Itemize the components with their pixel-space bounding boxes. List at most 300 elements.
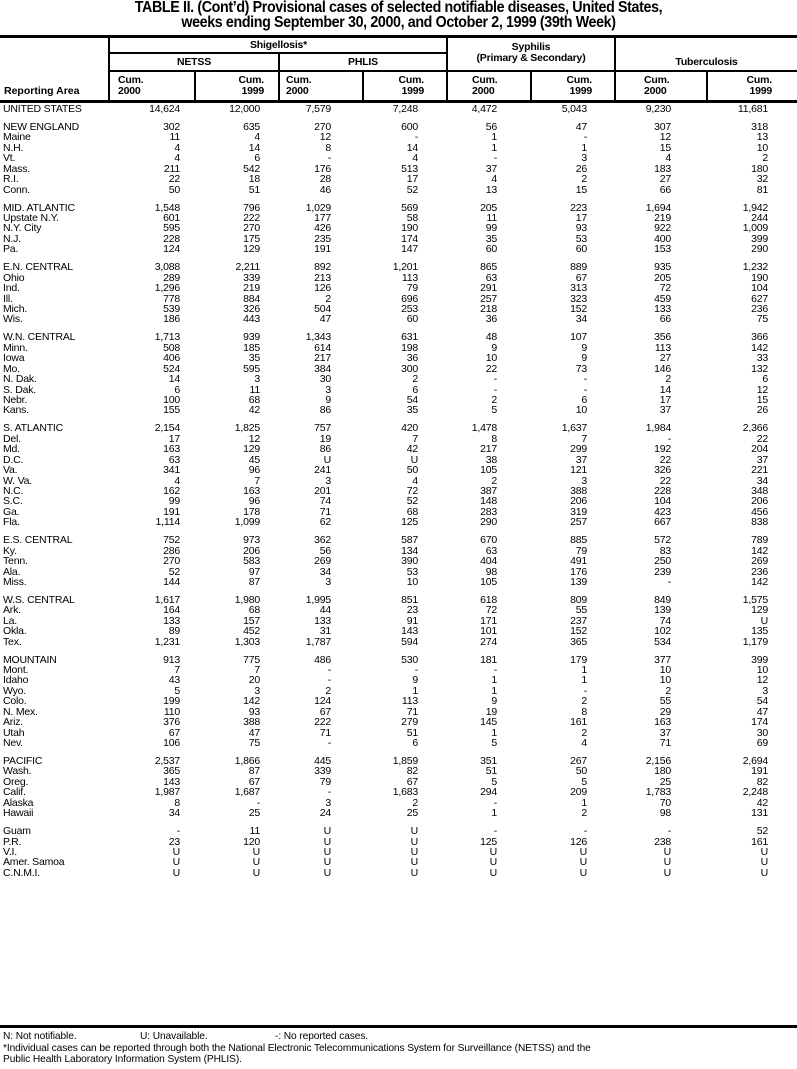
value-cell: 587 — [401, 534, 418, 547]
value-cell: 142 — [751, 575, 768, 588]
value-cell: 19 — [485, 705, 497, 718]
value-cell: 290 — [480, 516, 497, 529]
value-cell: 63 — [485, 544, 497, 557]
value-cell: 1,942 — [742, 201, 768, 214]
reporting-area-cell: Okla. — [3, 625, 27, 638]
table-row — [0, 405, 797, 415]
value-cell: 96 — [248, 495, 260, 508]
value-cell: 191 — [751, 765, 768, 778]
value-cell: 100 — [163, 393, 180, 406]
value-cell: 9 — [412, 674, 418, 687]
value-cell: 299 — [570, 443, 587, 456]
legend-not-notifiable: N: Not notifiable. — [3, 1031, 77, 1042]
value-cell: 388 — [570, 484, 587, 497]
value-cell: 286 — [163, 544, 180, 557]
value-cell: 91 — [406, 614, 418, 627]
value-cell: 2 — [665, 373, 671, 386]
value-cell: 176 — [570, 565, 587, 578]
value-cell: 228 — [654, 484, 671, 497]
value-cell: 504 — [314, 302, 331, 315]
value-cell: 132 — [751, 362, 768, 375]
value-cell: 86 — [319, 404, 331, 417]
value-cell: 145 — [480, 716, 497, 729]
value-cell: 126 — [570, 835, 587, 848]
value-cell: 257 — [480, 292, 497, 305]
value-cell: 365 — [163, 765, 180, 778]
value-cell: 222 — [314, 716, 331, 729]
value-cell: 238 — [654, 835, 671, 848]
value-cell: 68 — [406, 505, 418, 518]
value-cell: 1,232 — [742, 261, 768, 274]
table-row — [0, 203, 797, 213]
value-cell: 356 — [654, 331, 671, 344]
value-cell: 1,859 — [392, 755, 418, 767]
value-cell: 1 — [581, 674, 587, 687]
value-cell: 2 — [581, 695, 587, 708]
value-cell: 313 — [570, 282, 587, 295]
value-cell: 66 — [659, 183, 671, 196]
value-cell: 387 — [480, 484, 497, 497]
value-cell: 326 — [243, 302, 260, 315]
value-cell: U — [252, 846, 260, 858]
reporting-area-cell: Ky. — [3, 544, 17, 557]
header-syphilis-line1: Syphilis — [511, 41, 551, 53]
value-cell: 60 — [575, 243, 587, 256]
value-cell: 341 — [163, 464, 180, 477]
value-cell: 101 — [480, 625, 497, 638]
value-cell: 6 — [581, 393, 587, 406]
reporting-area-cell: Minn. — [3, 341, 28, 354]
reporting-area-cell: Kans. — [3, 404, 29, 417]
value-cell: 7 — [581, 432, 587, 445]
value-cell: 399 — [751, 653, 768, 666]
value-cell: 12 — [319, 131, 331, 144]
value-cell: 75 — [756, 313, 768, 326]
table-row — [0, 122, 797, 132]
value-cell: 34 — [168, 807, 180, 820]
value-cell: 175 — [243, 232, 260, 245]
table-row — [0, 476, 797, 486]
value-cell: 125 — [401, 516, 418, 529]
value-cell: 1,029 — [305, 201, 331, 214]
value-cell: 1 — [491, 674, 497, 687]
value-cell: 838 — [751, 516, 768, 529]
value-cell: U — [489, 846, 497, 858]
value-cell: 300 — [401, 362, 418, 375]
reporting-area-cell: Amer. Samoa — [3, 856, 65, 869]
value-cell: 67 — [575, 271, 587, 284]
value-cell: - — [327, 786, 331, 799]
value-cell: 30 — [756, 726, 768, 739]
reporting-area-cell: Utah — [3, 726, 25, 739]
value-cell: 133 — [163, 614, 180, 627]
value-cell: 42 — [756, 796, 768, 809]
value-cell: 72 — [485, 604, 497, 617]
value-cell: 27 — [659, 352, 671, 365]
value-cell: 35 — [248, 352, 260, 365]
header-col-tb-2000: Cum. 2000 — [644, 74, 670, 97]
value-cell: U — [663, 846, 671, 858]
value-cell: 12,000 — [229, 103, 260, 115]
value-cell: 775 — [243, 653, 260, 666]
value-cell: 307 — [654, 120, 671, 133]
value-cell: - — [414, 664, 418, 676]
value-cell: 60 — [485, 243, 497, 256]
table-row — [0, 434, 797, 444]
value-cell: 253 — [401, 302, 418, 315]
value-cell: 124 — [314, 695, 331, 708]
value-cell: 72 — [406, 484, 418, 497]
table-title-line2: weeks ending September 30, 2000, and October 2, 1999 (39th Week) — [181, 14, 616, 31]
value-cell: 7 — [254, 474, 260, 487]
header-tuberculosis: Tuberculosis — [675, 56, 738, 68]
value-cell: 34 — [756, 474, 768, 487]
value-cell: U — [323, 866, 331, 879]
value-cell: 14 — [248, 141, 260, 154]
value-cell: 1,343 — [305, 331, 331, 344]
value-cell: 27 — [659, 173, 671, 186]
value-cell: 9 — [491, 695, 497, 708]
value-cell: 390 — [401, 555, 418, 568]
divider-col2 — [194, 71, 196, 102]
value-cell: 491 — [570, 555, 587, 568]
value-cell: 5 — [491, 775, 497, 788]
value-cell: 9 — [491, 341, 497, 354]
table-row — [0, 595, 797, 605]
value-cell: 104 — [654, 495, 671, 508]
table-row — [0, 465, 797, 475]
divider-col4 — [362, 71, 364, 102]
value-cell: 618 — [480, 593, 497, 606]
value-cell: 70 — [659, 796, 671, 809]
table-row — [0, 517, 797, 527]
value-cell: 486 — [314, 653, 331, 666]
table-row — [0, 262, 797, 272]
value-cell: 105 — [480, 575, 497, 588]
value-cell: - — [667, 575, 671, 588]
header-syphilis — [448, 42, 614, 64]
reporting-area-cell: Pa. — [3, 243, 19, 256]
reporting-area-cell: W. Va. — [3, 474, 32, 487]
value-cell: U — [760, 614, 768, 627]
value-cell: 125 — [480, 835, 497, 848]
table-row — [0, 395, 797, 405]
value-cell: 164 — [163, 604, 180, 617]
value-cell: 63 — [485, 271, 497, 284]
value-cell: 2 — [665, 684, 671, 697]
reporting-area-cell: Md. — [3, 443, 20, 456]
value-cell: 4 — [665, 152, 671, 165]
value-cell: 11 — [169, 131, 180, 144]
value-cell: 68 — [248, 604, 260, 617]
value-cell: 884 — [243, 292, 260, 305]
value-cell: 50 — [575, 765, 587, 778]
header-phlis: PHLIS — [348, 56, 378, 68]
value-cell: 79 — [319, 775, 331, 788]
value-cell: 1,231 — [154, 635, 180, 648]
header-col-phlis-2000: Cum. 2000 — [286, 74, 312, 97]
value-cell: 174 — [751, 716, 768, 729]
value-cell: 14 — [168, 373, 180, 386]
value-cell: - — [583, 383, 587, 396]
value-cell: 365 — [570, 635, 587, 648]
value-cell: 161 — [751, 835, 768, 848]
value-cell: 6 — [174, 383, 180, 396]
value-cell: U — [252, 856, 260, 869]
value-cell: 37 — [485, 162, 497, 175]
value-cell: 1,783 — [645, 786, 671, 799]
value-cell: 26 — [575, 162, 587, 175]
value-cell: 239 — [654, 565, 671, 578]
value-cell: 36 — [485, 313, 497, 326]
header-col-syphilis-2000: Cum. 2000 — [472, 74, 498, 97]
value-cell: 291 — [480, 282, 497, 295]
reporting-area-cell: Va. — [3, 464, 18, 477]
value-cell: 22 — [168, 173, 180, 186]
value-cell: 1,787 — [305, 635, 331, 648]
value-cell: 155 — [163, 404, 180, 417]
value-cell: 913 — [163, 653, 180, 666]
footnote-legend — [3, 1031, 368, 1042]
value-cell: U — [172, 846, 180, 858]
value-cell: 384 — [314, 362, 331, 375]
table-title-line1: TABLE II. (Cont’d) Provisional cases of selected notifiable diseases, United States, — [134, 0, 663, 16]
reporting-area-cell: W.S. CENTRAL — [3, 593, 75, 606]
value-cell: 110 — [163, 705, 180, 718]
reporting-area-cell: Fla. — [3, 516, 20, 529]
value-cell: 15 — [659, 141, 671, 154]
reporting-area-cell: Ind. — [3, 282, 20, 295]
value-cell: 22 — [485, 362, 497, 375]
value-cell: 139 — [570, 575, 587, 588]
value-cell: 2 — [762, 152, 768, 165]
value-cell: 120 — [243, 835, 260, 848]
value-cell: 14,624 — [149, 103, 180, 115]
value-cell: 326 — [654, 464, 671, 477]
table-title — [32, 0, 765, 30]
reporting-area-cell: Wash. — [3, 765, 32, 778]
value-cell: 67 — [248, 775, 260, 788]
value-cell: 339 — [243, 271, 260, 284]
value-cell: 96 — [248, 464, 260, 477]
table-row — [0, 665, 797, 675]
value-cell: 595 — [163, 222, 180, 235]
table-row — [0, 507, 797, 517]
reporting-area-cell: N. Dak. — [3, 373, 37, 386]
value-cell: 1 — [581, 141, 587, 154]
value-cell: 11 — [249, 383, 260, 396]
reporting-area-cell: W.N. CENTRAL — [3, 331, 76, 344]
footnote-asterisk-line1: *Individual cases can be reported through both the National Electronic Telecommunications System for Surveillance (NETSS) and the — [3, 1043, 591, 1054]
value-cell: 47 — [248, 726, 260, 739]
reporting-area-cell: Upstate N.Y. — [3, 211, 59, 224]
value-cell: - — [583, 131, 587, 144]
value-cell: 50 — [168, 183, 180, 196]
reporting-area-cell: Guam — [3, 825, 31, 838]
value-cell: U — [323, 856, 331, 869]
value-cell: 404 — [480, 555, 497, 568]
value-cell: 93 — [575, 222, 587, 235]
value-cell: 217 — [480, 443, 497, 456]
value-cell: 206 — [570, 495, 587, 508]
value-cell: 524 — [163, 362, 180, 375]
value-cell: 81 — [756, 183, 768, 196]
value-cell: 267 — [570, 755, 587, 767]
value-cell: 635 — [243, 120, 260, 133]
value-cell: 4 — [174, 141, 180, 154]
value-cell: 348 — [751, 484, 768, 497]
reporting-area-cell: Mont. — [3, 664, 29, 676]
value-cell: 143 — [163, 775, 180, 788]
value-cell: 696 — [401, 292, 418, 305]
reporting-area-cell: Maine — [3, 131, 31, 144]
table-row — [0, 353, 797, 363]
table-row — [0, 696, 797, 706]
table-row — [0, 185, 797, 195]
table-row — [0, 143, 797, 153]
value-cell: U — [760, 856, 768, 869]
value-cell: 399 — [751, 232, 768, 245]
value-cell: 71 — [319, 726, 331, 739]
value-cell: 107 — [570, 331, 587, 344]
value-cell: 7,248 — [392, 103, 418, 115]
value-cell: 4,472 — [471, 103, 497, 115]
value-cell: 376 — [163, 716, 180, 729]
value-cell: 219 — [243, 282, 260, 295]
reporting-area-cell: P.R. — [3, 835, 22, 848]
value-cell: 1,099 — [234, 516, 260, 529]
value-cell: 10 — [756, 141, 768, 154]
value-cell: 1,694 — [645, 201, 671, 214]
value-cell: - — [583, 684, 587, 697]
value-cell: 542 — [243, 162, 260, 175]
table-row — [0, 567, 797, 577]
value-cell: 56 — [485, 120, 497, 133]
value-cell: 33 — [756, 352, 768, 365]
value-cell: 2 — [412, 796, 418, 809]
value-cell: U — [410, 866, 418, 879]
divider-tb — [614, 36, 616, 102]
value-cell: 10 — [406, 575, 418, 588]
reporting-area-cell: Mass. — [3, 162, 31, 175]
value-cell: 9 — [581, 341, 587, 354]
value-cell: 3 — [325, 796, 331, 809]
footnote-asterisk-line2: Public Health Laboratory Information System (PHLIS). — [3, 1054, 242, 1065]
value-cell: 922 — [654, 222, 671, 235]
value-cell: 17 — [659, 393, 671, 406]
table-row — [0, 868, 797, 878]
value-cell: 1,687 — [234, 786, 260, 799]
value-cell: 3 — [325, 474, 331, 487]
header-col-netss-2000: Cum. 2000 — [118, 74, 144, 97]
value-cell: 42 — [248, 404, 260, 417]
table-row — [0, 234, 797, 244]
value-cell: 179 — [570, 653, 587, 666]
value-cell: 221 — [751, 464, 768, 477]
value-cell: 318 — [751, 120, 768, 133]
reporting-area-cell: Hawaii — [3, 807, 34, 820]
value-cell: 129 — [243, 443, 260, 456]
value-cell: 186 — [163, 313, 180, 326]
value-cell: 569 — [401, 201, 418, 214]
value-cell: 124 — [163, 243, 180, 256]
value-cell: 2,156 — [645, 755, 671, 767]
value-cell: 67 — [319, 705, 331, 718]
value-cell: 74 — [319, 495, 331, 508]
value-cell: 5 — [491, 404, 497, 417]
value-cell: 204 — [751, 443, 768, 456]
value-cell: 1,478 — [471, 422, 497, 435]
value-cell: U — [410, 453, 418, 466]
value-cell: 388 — [243, 716, 260, 729]
value-cell: 583 — [243, 555, 260, 568]
value-cell: 270 — [314, 120, 331, 133]
value-cell: 1,866 — [234, 755, 260, 767]
value-cell: 113 — [654, 341, 671, 354]
value-cell: 1 — [491, 726, 497, 739]
value-cell: U — [579, 866, 587, 879]
value-cell: 4 — [412, 474, 418, 487]
reporting-area-cell: Nebr. — [3, 393, 28, 406]
value-cell: 290 — [751, 243, 768, 256]
value-cell: U — [410, 856, 418, 869]
value-cell: 1,617 — [154, 593, 180, 606]
reporting-area-cell: Ill. — [3, 292, 13, 305]
value-cell: 8 — [174, 796, 180, 809]
reporting-area-cell: NEW ENGLAND — [3, 120, 79, 133]
value-cell: 2 — [325, 684, 331, 697]
reporting-area-cell: Mich. — [3, 302, 28, 315]
value-cell: U — [323, 453, 331, 466]
value-cell: 445 — [314, 755, 331, 767]
value-cell: 171 — [480, 614, 497, 627]
value-cell: 34 — [319, 565, 331, 578]
value-cell: 851 — [401, 593, 418, 606]
value-cell: 302 — [163, 120, 180, 133]
table-row — [0, 153, 797, 163]
value-cell: 201 — [314, 484, 331, 497]
value-cell: 60 — [406, 313, 418, 326]
value-cell: 153 — [654, 243, 671, 256]
table-row — [0, 244, 797, 254]
reporting-area-cell: Ohio — [3, 271, 25, 284]
value-cell: 82 — [406, 765, 418, 778]
value-cell: 235 — [314, 232, 331, 245]
value-cell: 152 — [570, 625, 587, 638]
value-cell: 13 — [756, 131, 768, 144]
value-cell: U — [579, 846, 587, 858]
reporting-area-cell: C.N.M.I. — [3, 866, 40, 879]
value-cell: 2 — [325, 292, 331, 305]
value-cell: U — [760, 846, 768, 858]
value-cell: 1,683 — [392, 786, 418, 799]
value-cell: 18 — [248, 173, 260, 186]
value-cell: 1 — [581, 796, 587, 809]
table-row — [0, 756, 797, 766]
value-cell: 142 — [751, 544, 768, 557]
value-cell: 83 — [659, 544, 671, 557]
reporting-area-cell: V.I. — [3, 846, 17, 858]
value-cell: U — [323, 835, 331, 848]
value-cell: - — [493, 383, 497, 396]
table-row — [0, 374, 797, 384]
value-cell: 180 — [654, 765, 671, 778]
table-row — [0, 294, 797, 304]
reporting-area-cell: Oreg. — [3, 775, 29, 788]
value-cell: 614 — [314, 341, 331, 354]
value-cell: 50 — [406, 464, 418, 477]
header-syphilis-line2: (Primary & Secondary) — [476, 52, 586, 64]
